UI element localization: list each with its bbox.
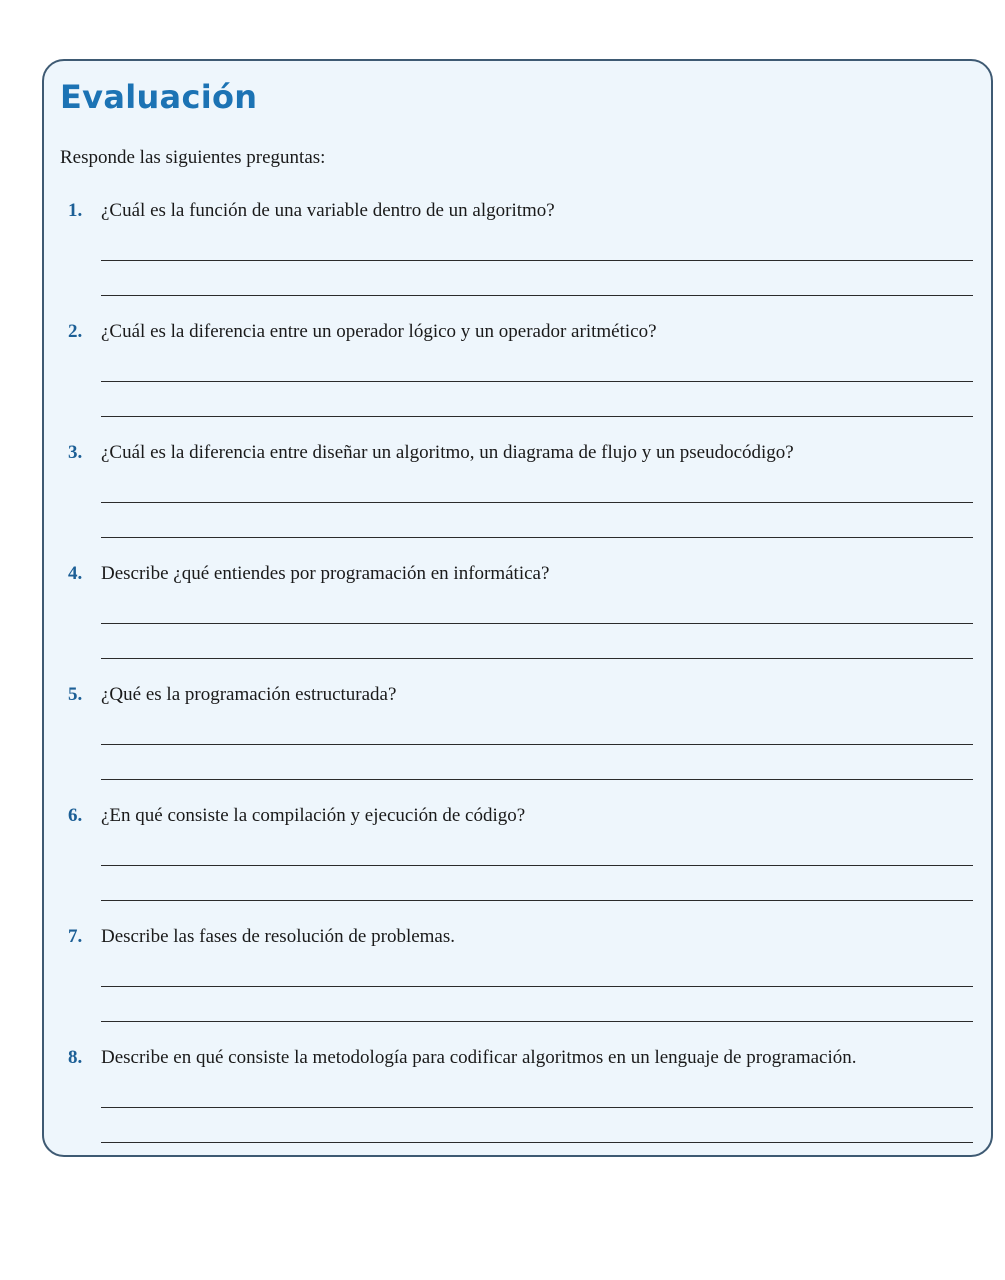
answer-line[interactable] <box>101 381 973 382</box>
answer-line[interactable] <box>101 260 973 261</box>
answer-line[interactable] <box>101 744 973 745</box>
question-number: 2. <box>68 321 83 342</box>
question-number: 3. <box>68 442 83 463</box>
question-text: ¿Cuál es la función de una variable dentro de un algoritmo? <box>101 200 555 221</box>
answer-line[interactable] <box>101 658 973 659</box>
instructions: Responde las siguientes preguntas: <box>60 147 326 168</box>
page-title: Evaluación <box>60 78 258 116</box>
answer-line[interactable] <box>101 1021 973 1022</box>
question-text: Describe las fases de resolución de problemas. <box>101 926 456 947</box>
question-text: Describe ¿qué entiendes por programación en informática? <box>101 563 550 584</box>
answer-line[interactable] <box>101 537 973 538</box>
evaluation-card <box>42 59 993 1157</box>
answer-line[interactable] <box>101 295 973 296</box>
answer-line[interactable] <box>101 623 973 624</box>
answer-line[interactable] <box>101 986 973 987</box>
answer-line[interactable] <box>101 900 973 901</box>
answer-line[interactable] <box>101 1107 973 1108</box>
question-number: 5. <box>68 684 83 705</box>
question-number: 4. <box>68 563 83 584</box>
question-number: 7. <box>68 926 83 947</box>
question-number: 8. <box>68 1047 83 1068</box>
question-text: ¿En qué consiste la compilación y ejecución de código? <box>101 805 526 826</box>
question-text: ¿Cuál es la diferencia entre diseñar un algoritmo, un diagrama de flujo y un pseudocódigo? <box>101 442 794 463</box>
answer-line[interactable] <box>101 502 973 503</box>
answer-line[interactable] <box>101 865 973 866</box>
question-text: ¿Cuál es la diferencia entre un operador lógico y un operador aritmético? <box>101 321 657 342</box>
answer-line[interactable] <box>101 779 973 780</box>
question-number: 1. <box>68 200 83 221</box>
question-text: ¿Qué es la programación estructurada? <box>101 684 397 705</box>
question-number: 6. <box>68 805 83 826</box>
answer-line[interactable] <box>101 416 973 417</box>
question-list <box>44 61 991 1155</box>
answer-line[interactable] <box>101 1142 973 1143</box>
question-text: Describe en qué consiste la metodología para codificar algoritmos en un lenguaje de programación. <box>101 1047 857 1068</box>
